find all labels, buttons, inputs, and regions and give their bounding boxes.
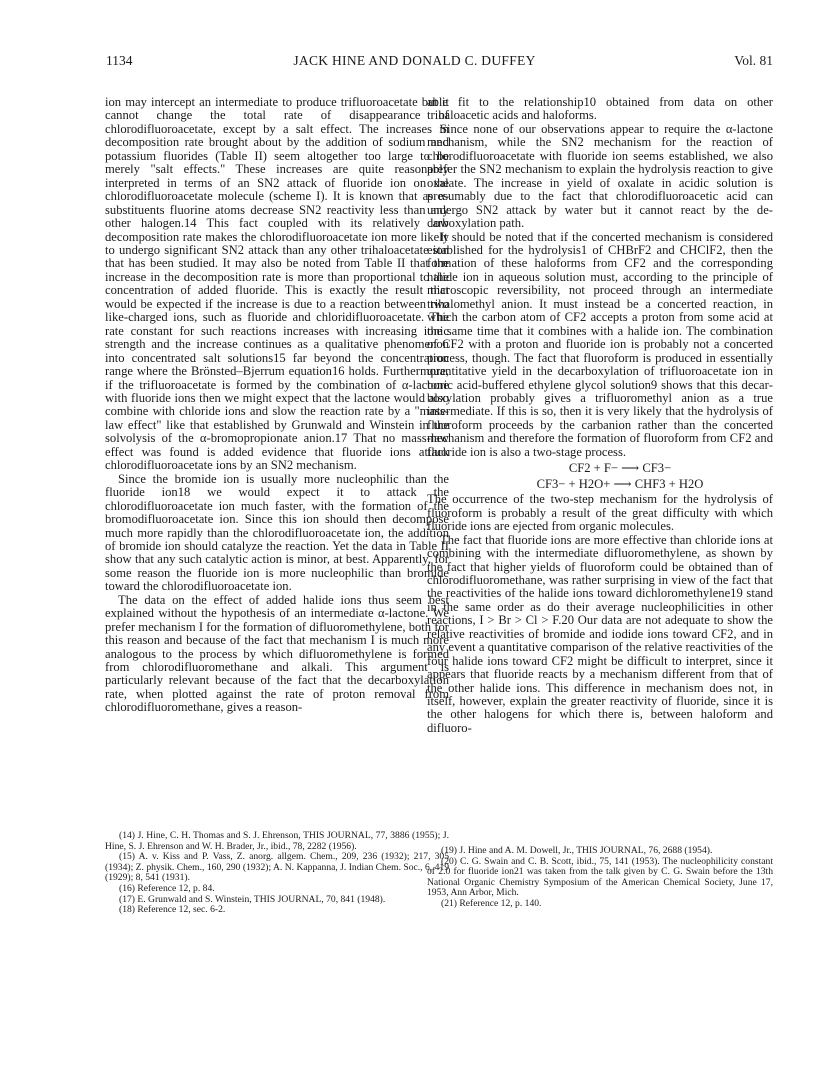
equation: CF3− + H2O+ ⟶ CHF3 + H2O (536, 477, 704, 492)
footnote: (20) C. G. Swain and C. B. Scott, ibid., 75, 141 (1953). The nucleophilicity constant of 2.0 for fluoride ion21 was taken from the talk given by C. G. Swain before the 13th National Organic Chemistry Symposium of the American Chemical Society, June 17, 1953, Ann Arbor, Mich. (427, 855, 773, 899)
left-column (105, 96, 449, 715)
paragraph: able fit to the relationship10 obtained from data on other trihaloacetic acids and haloforms. (427, 95, 773, 123)
footnotes-right (427, 846, 773, 910)
page-number: 1134 (106, 53, 133, 68)
paragraph: The data on the effect of added halide ions thus seem best explained without the hypothesis of an intermediate α-lactone. We prefer mechanism I for the formation of difluoromethylene, both for this reason and because of the fact that mechanism I is much more analogous to the process by which difluoromethylene is formed from chlorodifluoromethane and alkali. This argument is particularly relevant because of the fact that the decarboxylation rate, when plotted against the rate of proton removal from chlorodifluoromethane, gives a reason- (105, 592, 449, 715)
paragraph: Since none of our observations appear to require the α-lactone mechanism, while the SN2 mechanism for the reaction of chlorodifluoroacetate with fluoride ion seems established, we also prefer the SN2 mechanism to explain the hydrolysis reaction to give oxalate. The increase in yield of oxalate in acidic solution is presumably due to the fact that chlorodifluoroacetic acid can undergo SN2 attack by water but it cannot react by the decarboxylation path. (427, 121, 773, 231)
footnote: (14) J. Hine, C. H. Thomas and S. J. Ehrenson, THIS JOURNAL, 77, 3886 (1955); J. Hine, S. J. Ehrenson and W. H. Brader, Jr., ibid., 78, 2282 (1956). (105, 830, 449, 852)
footnote: (19) J. Hine and A. M. Dowell, Jr., THIS JOURNAL, 76, 2688 (1954). (441, 845, 713, 856)
volume-number: Vol. 81 (734, 53, 773, 68)
right-column (427, 96, 773, 735)
footnotes-left (105, 831, 449, 916)
running-header-authors: JACK HINE AND DONALD C. DUFFEY (293, 53, 536, 68)
paragraph: ion may intercept an intermediate to produce trifluoroacetate but it cannot change the total rate of disappearance of chlorodifluoroacetate, except by a salt effect. The increases in decomposition rate brought about by the addition of sodium and potassium fluorides (Table II) seem altogether too large to be merely "salt effects." These increases are quite reasonably interpreted in terms of an SN2 attack of fluoride ion on the chlorodifluoroacetate molecule (scheme I). It is known that as α-substituents fluorine atoms decrease SN2 reactivity less than any other halogen.14 This fact coupled with its relatively low decomposition rate makes the chlorodifluoroacetate ion more likely to undergo significant SN2 attack than any other trihaloacetate ion that has been studied. It may also be noted from Table II that the increase in the decomposition rate is more than proportional to the concentration of added fluoride. This is exactly the result that would be expected if the increase is due to a reaction between two like-charged ions, such as fluoride and chloridifluoroacetate. The rate constant for such reactions increases with increasing ionic strength and the increase continues as a qualitative phenomenon into concentrated salt solutions15 far beyond the concentration range where the Brönsted–Bjerrum equation16 holds. Furthermore, if the trifluoroacetate is formed by the combination of α-lactone with fluoride ions then we might expect that the lactone would also combine with chloride ions and slow the reaction rate by a "mass-law effect" like that established by Grunwald and Winstein in the solvolysis of the α-bromopropionate anion.17 That no mass-law effect was found is added evidence that fluoride ions attack chlorodifluoroacetate ions by an SN2 mechanism. (105, 95, 449, 473)
footnote: (21) Reference 12, p. 140. (441, 897, 542, 909)
paragraph: Since the bromide ion is usually more nucleophilic than the fluoride ion18 we would expect it to attack the chlorodifluoroacetate ion much faster, with the formation of the bromodifluoroacetate ion. Since this ion should then decompose much more rapidly than the chlorodifluoroacetate ion, the addition of bromide ion should catalyze the reaction. Yet the data in Table II show that any such catalytic action is minor, at best. Apparently, for some reason the fluoride ion is more nucleophilic than bromide toward the chlorodifluoroacetate ion. (105, 471, 449, 594)
footnote: (18) Reference 12, sec. 6-2. (119, 904, 226, 916)
paragraph: It should be noted that if the concerted mechanism is considered established for the hydrolysis1 of CHBrF2 and CHClF2, then the formation of these haloforms from CF2 and the corresponding halide ion in aqueous solution must, according to the principle of microscopic reversibility, not proceed through an intermediate trihalomethyl anion. It must instead be a concerted reaction, in which the carbon atom of CF2 accepts a proton from some acid at the same time that it combines with a halide ion. The combination of CF2 with a proton and fluoride ion is probably not a concerted process, though. The fact that fluoroform is produced in essentially quantitative yield in the decarboxylation of trifluoroacetate ion in boric acid-buffered ethylene glycol solution9 shows that this decarboxylation probably gives a trifluoromethyl anion as a true intermediate. If this is so, then it is very likely that the hydrolysis of fluoroform proceeds by the carbanion rather than the concerted mechanism and therefore the formation of fluoroform from CF2 and fluoride ion is also a two-stage process. (427, 229, 773, 459)
footnote: (17) E. Grunwald and S. Winstein, THIS JOURNAL, 70, 841 (1948). (119, 893, 386, 905)
footnote: (15) A. v. Kiss and P. Vass, Z. anorg. allgem. Chem., 209, 236 (1932); 217, 305 (1934); Z. physik. Chem., 160, 290 (1932); A. N. Kappanna, J. Indian Chem. Soc., 6, 419 (1929); 8, 541 (1931). (105, 851, 449, 884)
paragraph: The occurrence of the two-step mechanism for the hydrolysis of fluoroform is probably a result of the great difficulty with which fluoride ions are ejected from organic molecules. (427, 492, 773, 534)
equation: CF2 + F− ⟶ CF3− (568, 461, 672, 476)
footnote: (16) Reference 12, p. 84. (119, 882, 215, 894)
running-header (0, 53, 829, 71)
paragraph: The fact that fluoride ions are more effective than chloride ions at combining with the intermediate difluoromethylene, as shown by the fact that higher yields of fluoroform could be obtained than of chlorodifluoromethane, was rather surprising in view of the fact that the reactivities of the halide ions toward dichloromethylene19 stand in the same order as do their average nucleophilicities in other reactions, I > Br > Cl > F.20 Our data are not adequate to show the relative reactivities of bromide and iodide ions toward CF2, and in any event a quantitative comparison of the relative reactivities of the four halide ions toward CF2 might be difficult to interpret, since it appears that fluoride reacts by a mechanism different from that of the other halide ions. This difference in mechanism does not, in itself, however, explain the greater reactivity of fluoride, since it is the other halogens for which there is, between haloform and difluoro- (427, 532, 773, 735)
